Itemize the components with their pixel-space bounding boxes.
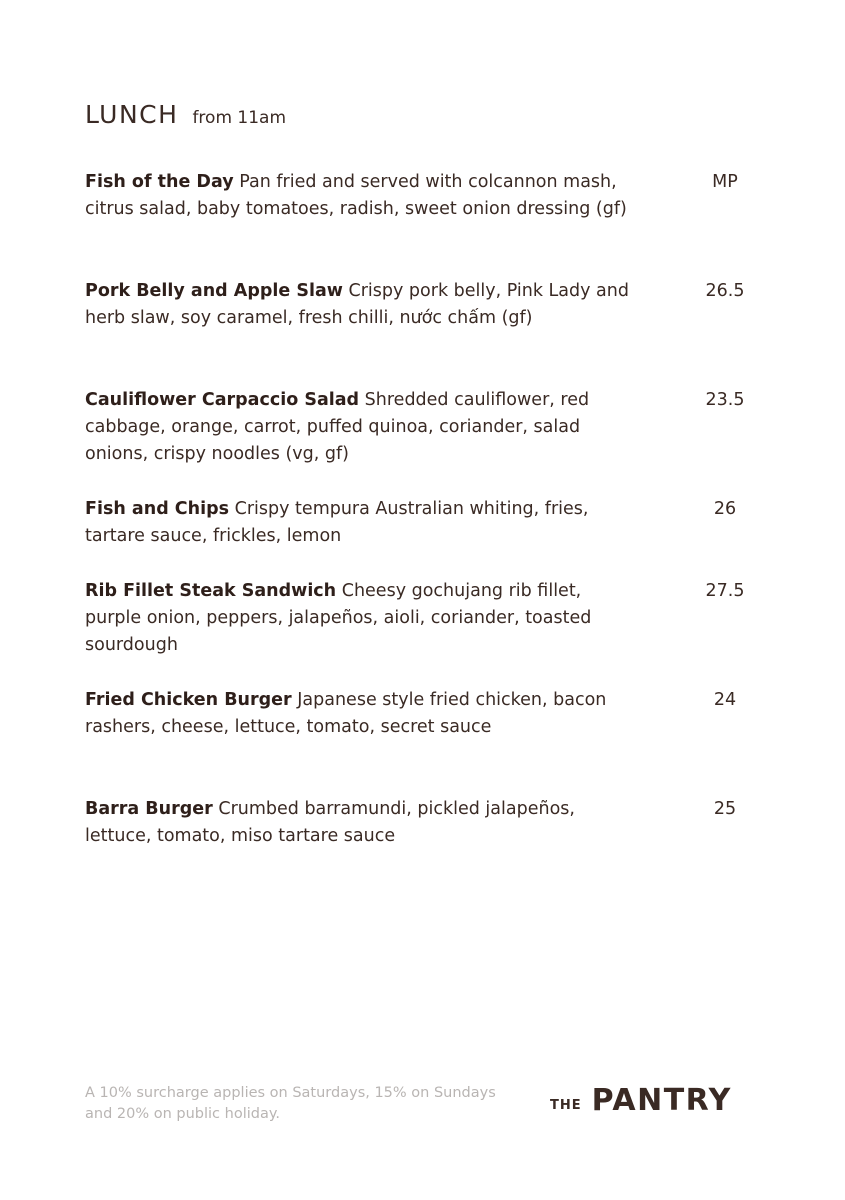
item-name: Barra Burger: [85, 799, 213, 819]
item-price: 25: [713, 799, 737, 819]
item-price: 24: [713, 690, 737, 710]
menu-heading: [85, 100, 286, 129]
item-price: 27.5: [705, 581, 745, 601]
item-price: 26.5: [705, 281, 745, 301]
item-text: [85, 496, 635, 550]
item-description: Japanese style fried chicken, bacon rashers, cheese, lettuce, tomato, secret sauce: [85, 690, 607, 737]
surcharge-note: A 10% surcharge applies on Saturdays, 15% on Sundays and 20% on public holiday.: [85, 1085, 496, 1122]
menu-item-cauliflower-salad: [85, 387, 765, 468]
item-name: Cauliflower Carpaccio Salad: [85, 390, 360, 410]
menu-item-pork-belly: [85, 278, 765, 332]
item-name: Fish of the Day: [85, 172, 234, 192]
item-name: Fish and Chips: [85, 499, 230, 519]
brand-logo: [550, 1084, 732, 1118]
section-subtitle: from 11am: [192, 108, 287, 128]
item-price: 23.5: [705, 390, 745, 410]
logo-prefix: THE: [550, 1098, 582, 1113]
item-text: [85, 687, 635, 741]
item-description: Cheesy gochujang rib fillet, purple onion, peppers, jalapeños, aioli, coriander, toasted sourdough: [85, 581, 592, 655]
item-text: [85, 169, 635, 223]
item-name: Pork Belly and Apple Slaw: [85, 281, 343, 301]
item-name: Rib Fillet Steak Sandwich: [85, 581, 337, 601]
item-price: 26: [713, 499, 737, 519]
item-text: [85, 387, 635, 468]
item-text: [85, 278, 635, 332]
item-text: [85, 578, 635, 659]
section-title: LUNCH: [85, 100, 179, 129]
menu-item-fish-of-the-day: [85, 169, 765, 223]
item-description: Crispy tempura Australian whiting, fries, tartare sauce, frickles, lemon: [85, 499, 589, 546]
menu-item-barra-burger: [85, 796, 765, 850]
item-description: Pan fried and served with colcannon mash, citrus salad, baby tomatoes, radish, sweet onion dressing (gf): [85, 172, 627, 219]
menu-item-fish-and-chips: [85, 496, 765, 550]
menu-item-steak-sandwich: [85, 578, 765, 659]
item-description: Crispy pork belly, Pink Lady and herb slaw, soy caramel, fresh chilli, nước chấm (gf): [85, 281, 629, 328]
logo-wordmark: PANTRY: [591, 1083, 732, 1118]
item-text: [85, 796, 635, 850]
item-name: Fried Chicken Burger: [85, 690, 292, 710]
menu-item-chicken-burger: [85, 687, 765, 741]
item-description: Shredded cauliflower, red cabbage, orange, carrot, puffed quinoa, coriander, salad onions, crispy noodles (vg, gf): [85, 390, 590, 464]
item-price: MP: [712, 172, 738, 192]
item-description: Crumbed barramundi, pickled jalapeños, lettuce, tomato, miso tartare sauce: [85, 799, 575, 846]
